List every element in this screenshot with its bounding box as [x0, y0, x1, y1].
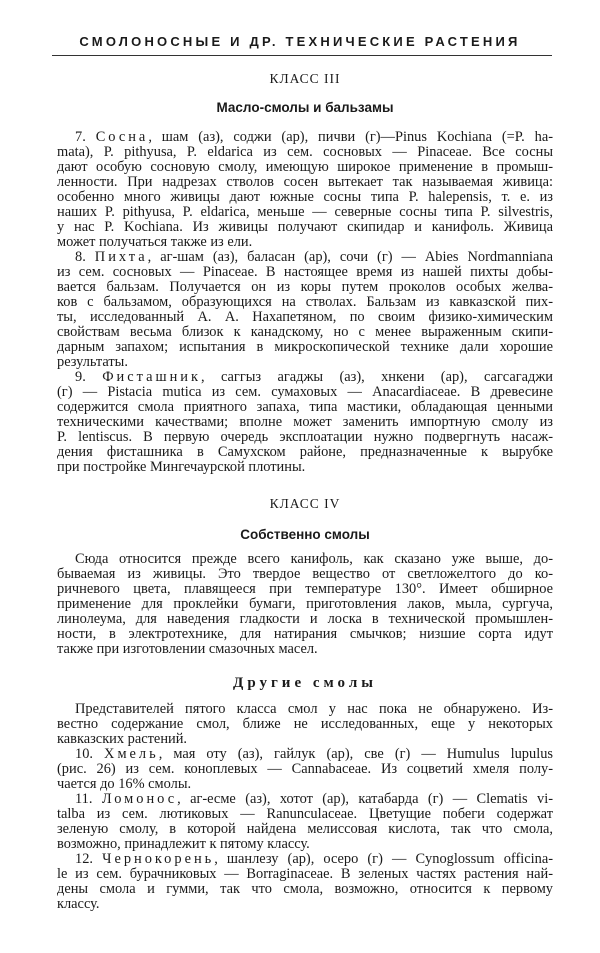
plant-name: Фисташник	[102, 369, 201, 385]
text-line: из сем. сосновых — Pinaceae. В настоящее время из нашей пихты добы-	[57, 264, 553, 280]
text-line: ты, исследованный А. А. Нахапетяном, по своим физико-химическим	[57, 309, 553, 325]
text-line: ков с бальзамом, образующихся на стволах. Бальзам из кавказской пих-	[57, 294, 553, 310]
paragraph	[57, 792, 553, 852]
paragraph	[57, 702, 553, 747]
line-text: , саггыз агаджы (аз), хнкени (ар), сагсагаджи	[200, 369, 553, 385]
class-4-heading: Собственно смолы	[240, 527, 370, 542]
text-line: свойствам весьма близок к канадскому, но с менее выраженным скипи-	[57, 324, 553, 340]
text-line: техническими качествами; вполне может заменить импортную смолу из	[57, 414, 553, 430]
paragraph-first-line	[57, 702, 553, 717]
text-line: ности, в электротехнике, для натирания смычков; низшие сорта идут	[57, 626, 553, 642]
class-4-label: КЛАСС IV	[269, 496, 341, 511]
paragraph	[57, 552, 553, 657]
text-line: зеленую смолу, в которой найдена мелиссовая кислота, так что смола,	[57, 821, 553, 837]
text-line: классу.	[57, 896, 100, 912]
entry-number: 7.	[75, 129, 96, 145]
paragraph-first-line	[57, 370, 553, 385]
text-line: содержится смола приятного запаха, типа мастики, обладающая ценными	[57, 399, 553, 415]
line-text: , шам (аз), соджи (ар), пичви (г)—Pinus Kochiana (=P. ha-	[148, 129, 554, 145]
text-line: (рис. 26) из сем. коноплевых — Cannabaceae. Из соцветий хмеля полу-	[57, 761, 553, 777]
paragraph	[57, 370, 553, 475]
text-line: talba из сем. лютиковых — Ranunculaceae. Цветущие побеги содержат	[57, 806, 553, 822]
text-line: дают особую сосновую смолу, имеющую широкое применение в промыш-	[57, 159, 553, 175]
text-line: применение для проклейки бумаги, приготовления лаков, мыла, сургуча,	[57, 596, 553, 612]
text-line: может получаться также из ели.	[57, 234, 253, 250]
entry-number: 8.	[75, 249, 95, 265]
plant-name: Ломонос	[101, 791, 178, 807]
text-line: кавказских растений.	[57, 731, 188, 747]
line-text: , мая оту (аз), гайлук (ар), све (г) — Humulus lupulus	[158, 746, 553, 762]
class-3-label: КЛАСС III	[269, 71, 341, 86]
text-line: вестно содержание смол, ближе не исследованных, еще у некоторых	[57, 716, 553, 732]
paragraph-first-line	[57, 552, 553, 567]
text-line: результаты.	[57, 354, 128, 370]
paragraph-first-line	[57, 852, 553, 867]
class-3-heading: Масло-смолы и бальзамы	[216, 100, 394, 115]
text-line: (г) — Pistacia mutica из сем. сумаховых — Anacardiaceae. В древесине	[57, 384, 553, 400]
paragraph-first-line	[57, 747, 553, 762]
line-text: , аг-шам (аз), баласан (ар), сочи (г) — Abies Nordmanniana	[147, 249, 554, 265]
text-line: дарным запахом; испытания в микроскопической технике дали хорошие	[57, 339, 553, 355]
text-line: дения фисташника в Самухском районе, предназначенные к вырубке	[57, 444, 553, 460]
other-resins-heading: Другие смолы	[233, 675, 377, 691]
entry-number: 11.	[75, 791, 102, 807]
paragraph	[57, 852, 553, 912]
text-line: бываемая из живицы. Это твердое вещество от светложелтого до ко-	[57, 566, 553, 582]
text-line: ричневого цвета, плавящееся при температуре 130°. Имеет обширное	[57, 581, 553, 597]
plant-name: Чернокорень	[102, 851, 215, 867]
paragraph-first-line	[57, 250, 553, 265]
text-line: дены смола и гумми, так что смола, возможно, относится к первому	[57, 881, 553, 897]
paragraph	[57, 250, 553, 370]
line-text: Сюда относится прежде всего канифоль, как сказано уже выше, до-	[75, 551, 553, 567]
entry-number: 9.	[75, 369, 103, 385]
text-line: P. lentiscus. В первую очередь эксплоатации нужно подвергнуть насаж-	[57, 429, 553, 445]
line-text: , шанлезу (ар), осеро (г) — Cynoglossum officina-	[214, 851, 553, 867]
text-line: при постройке Мингечаурской плотины.	[57, 459, 306, 475]
plant-name: Хмель	[104, 746, 159, 762]
paragraph	[57, 747, 553, 792]
text-line: у нас P. Kochiana. Из живицы получают скипидар и канифоль. Живица	[57, 219, 553, 235]
paragraph	[57, 130, 553, 250]
text-line: возможно, принадлежит к пятому классу.	[57, 836, 310, 852]
line-text: Представителей пятого класса смол у нас пока не обнаружено. Из-	[75, 701, 553, 717]
text-line: чается до 16% смолы.	[57, 776, 192, 792]
text-line: также при изготовлении смазочных масел.	[57, 641, 318, 657]
plant-name: Сосна	[95, 129, 149, 145]
entry-number: 12.	[75, 851, 103, 867]
paragraph-first-line	[57, 130, 553, 145]
plant-name: Пихта	[94, 249, 148, 265]
text-line: le из сем. бурачниковых — Borraginaceae. В зеленых частях растения най-	[57, 866, 553, 882]
text-line: вается бальзам. Получается он из коры путем проколов особых желва-	[57, 279, 553, 295]
text-line: особенно много живицы дают южные сосны типа P. halepensis, т. е. из	[57, 189, 553, 205]
entry-number: 10.	[75, 746, 105, 762]
paragraph-first-line	[57, 792, 553, 807]
line-text: , аг-есме (аз), хотот (ар), катабарда (г) — Clematis vi-	[177, 791, 553, 807]
text-line: наших P. pithyusa, P. eldarica, меньше — северные сосны типа P. silvestris,	[57, 204, 553, 220]
text-line: mata), P. pithyusa, P. eldarica из сем. сосновых — Pinaceae. Все сосны	[57, 144, 553, 160]
text-line: линолеума, для наведения гладкости и лоска в технической промышлен-	[57, 611, 553, 627]
text-line: ленности. При надрезах стволов сосен вытекает так называемая живица:	[57, 174, 553, 190]
running-head: СМОЛОНОСНЫЕ И ДР. ТЕХНИЧЕСКИЕ РАСТЕНИЯ	[79, 34, 521, 49]
header-rule	[52, 55, 552, 56]
